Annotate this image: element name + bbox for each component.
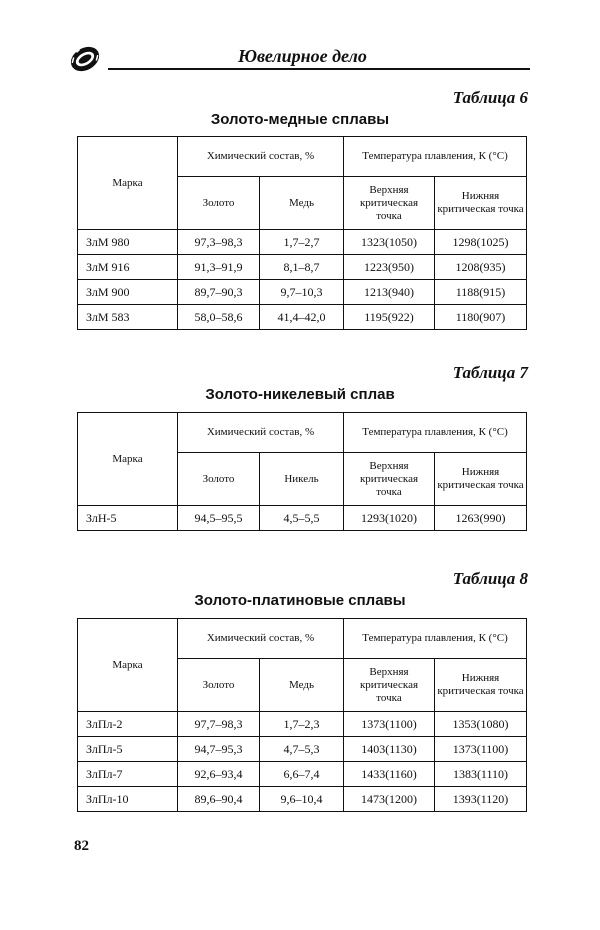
running-header-title: Ювелирное дело bbox=[238, 46, 367, 66]
cell-upper: 1433(1160) bbox=[344, 762, 435, 787]
col-header-composition: Химический состав, % bbox=[178, 619, 344, 659]
cell-lower: 1180(907) bbox=[435, 305, 527, 330]
cell-metal: 6,6–7,4 bbox=[260, 762, 344, 787]
subheader-lower-point: Нижняя критическая точка bbox=[435, 453, 527, 506]
subheader-upper-point: Верхняя критическая точка bbox=[344, 177, 435, 230]
table-6-label: Таблица 6 bbox=[452, 88, 528, 107]
table-7-title: Золото-никелевый сплав bbox=[205, 386, 395, 403]
subheader-nickel: Никель bbox=[260, 453, 344, 506]
cell-gold: 89,6–90,4 bbox=[178, 787, 260, 812]
cell-grade: ЗлПл-10 bbox=[78, 787, 178, 812]
cell-upper: 1323(1050) bbox=[344, 230, 435, 255]
table-7 bbox=[77, 412, 527, 531]
cell-grade: ЗлПл-2 bbox=[78, 712, 178, 737]
cell-lower: 1263(990) bbox=[435, 506, 527, 531]
subheader-gold: Золото bbox=[178, 177, 260, 230]
cell-lower: 1353(1080) bbox=[435, 712, 527, 737]
subheader-copper: Медь bbox=[260, 177, 344, 230]
cell-grade: ЗлМ 900 bbox=[78, 280, 178, 305]
cell-grade: ЗлПл-7 bbox=[78, 762, 178, 787]
table-row bbox=[78, 762, 527, 787]
cell-gold: 97,7–98,3 bbox=[178, 712, 260, 737]
cell-metal: 9,6–10,4 bbox=[260, 787, 344, 812]
cell-metal: 4,7–5,3 bbox=[260, 737, 344, 762]
cell-gold: 97,3–98,3 bbox=[178, 230, 260, 255]
cell-upper: 1373(1100) bbox=[344, 712, 435, 737]
subheader-upper-point: Верхняя критическая точка bbox=[344, 659, 435, 712]
table-row bbox=[78, 787, 527, 812]
header-rule bbox=[108, 68, 530, 70]
cell-metal: 41,4–42,0 bbox=[260, 305, 344, 330]
col-header-grade: Марка bbox=[78, 137, 178, 230]
col-header-temperature: Температура плавления, К (°С) bbox=[344, 413, 527, 453]
table-row bbox=[78, 255, 527, 280]
cell-gold: 89,7–90,3 bbox=[178, 280, 260, 305]
cell-gold: 92,6–93,4 bbox=[178, 762, 260, 787]
table-6-title: Золото-медные сплавы bbox=[210, 111, 390, 128]
subheader-gold: Золото bbox=[178, 659, 260, 712]
col-header-composition: Химический состав, % bbox=[178, 137, 344, 177]
cell-lower: 1188(915) bbox=[435, 280, 527, 305]
cell-grade: ЗлПл-5 bbox=[78, 737, 178, 762]
cell-upper: 1223(950) bbox=[344, 255, 435, 280]
table-row bbox=[78, 230, 527, 255]
table-6 bbox=[77, 136, 527, 330]
cell-grade: ЗлМ 980 bbox=[78, 230, 178, 255]
col-header-grade: Марка bbox=[78, 619, 178, 712]
col-header-temperature: Температура плавления, К (°С) bbox=[344, 619, 527, 659]
subheader-lower-point: Нижняя критическая точка bbox=[435, 659, 527, 712]
subheader-gold: Золото bbox=[178, 453, 260, 506]
cell-upper: 1293(1020) bbox=[344, 506, 435, 531]
cell-lower: 1208(935) bbox=[435, 255, 527, 280]
cell-gold: 94,7–95,3 bbox=[178, 737, 260, 762]
cell-metal: 1,7–2,7 bbox=[260, 230, 344, 255]
subheader-upper-point: Верхняя критическая точка bbox=[344, 453, 435, 506]
cell-gold: 58,0–58,6 bbox=[178, 305, 260, 330]
table-8 bbox=[77, 618, 527, 812]
col-header-temperature: Температура плавления, К (°С) bbox=[344, 137, 527, 177]
cell-upper: 1195(922) bbox=[344, 305, 435, 330]
running-header bbox=[68, 40, 530, 80]
table-row bbox=[78, 280, 527, 305]
table-row bbox=[78, 737, 527, 762]
table-7-label: Таблица 7 bbox=[452, 363, 528, 382]
table-row bbox=[78, 305, 527, 330]
cell-gold: 94,5–95,5 bbox=[178, 506, 260, 531]
cell-upper: 1473(1200) bbox=[344, 787, 435, 812]
ring-logo-icon bbox=[68, 42, 102, 76]
page-number: 82 bbox=[74, 838, 89, 854]
cell-metal: 1,7–2,3 bbox=[260, 712, 344, 737]
table-row bbox=[78, 712, 527, 737]
table-8-label: Таблица 8 bbox=[452, 569, 528, 588]
cell-grade: ЗлМ 916 bbox=[78, 255, 178, 280]
cell-grade: ЗлН-5 bbox=[78, 506, 178, 531]
cell-lower: 1393(1120) bbox=[435, 787, 527, 812]
col-header-grade: Марка bbox=[78, 413, 178, 506]
cell-upper: 1213(940) bbox=[344, 280, 435, 305]
cell-upper: 1403(1130) bbox=[344, 737, 435, 762]
cell-grade: ЗлМ 583 bbox=[78, 305, 178, 330]
table-row bbox=[78, 506, 527, 531]
col-header-composition: Химический состав, % bbox=[178, 413, 344, 453]
cell-metal: 4,5–5,5 bbox=[260, 506, 344, 531]
subheader-lower-point: Нижняя критическая точка bbox=[435, 177, 527, 230]
cell-gold: 91,3–91,9 bbox=[178, 255, 260, 280]
subheader-copper: Медь bbox=[260, 659, 344, 712]
cell-metal: 9,7–10,3 bbox=[260, 280, 344, 305]
cell-lower: 1298(1025) bbox=[435, 230, 527, 255]
cell-metal: 8,1–8,7 bbox=[260, 255, 344, 280]
cell-lower: 1373(1100) bbox=[435, 737, 527, 762]
cell-lower: 1383(1110) bbox=[435, 762, 527, 787]
table-8-title: Золото-платиновые сплавы bbox=[194, 592, 406, 609]
